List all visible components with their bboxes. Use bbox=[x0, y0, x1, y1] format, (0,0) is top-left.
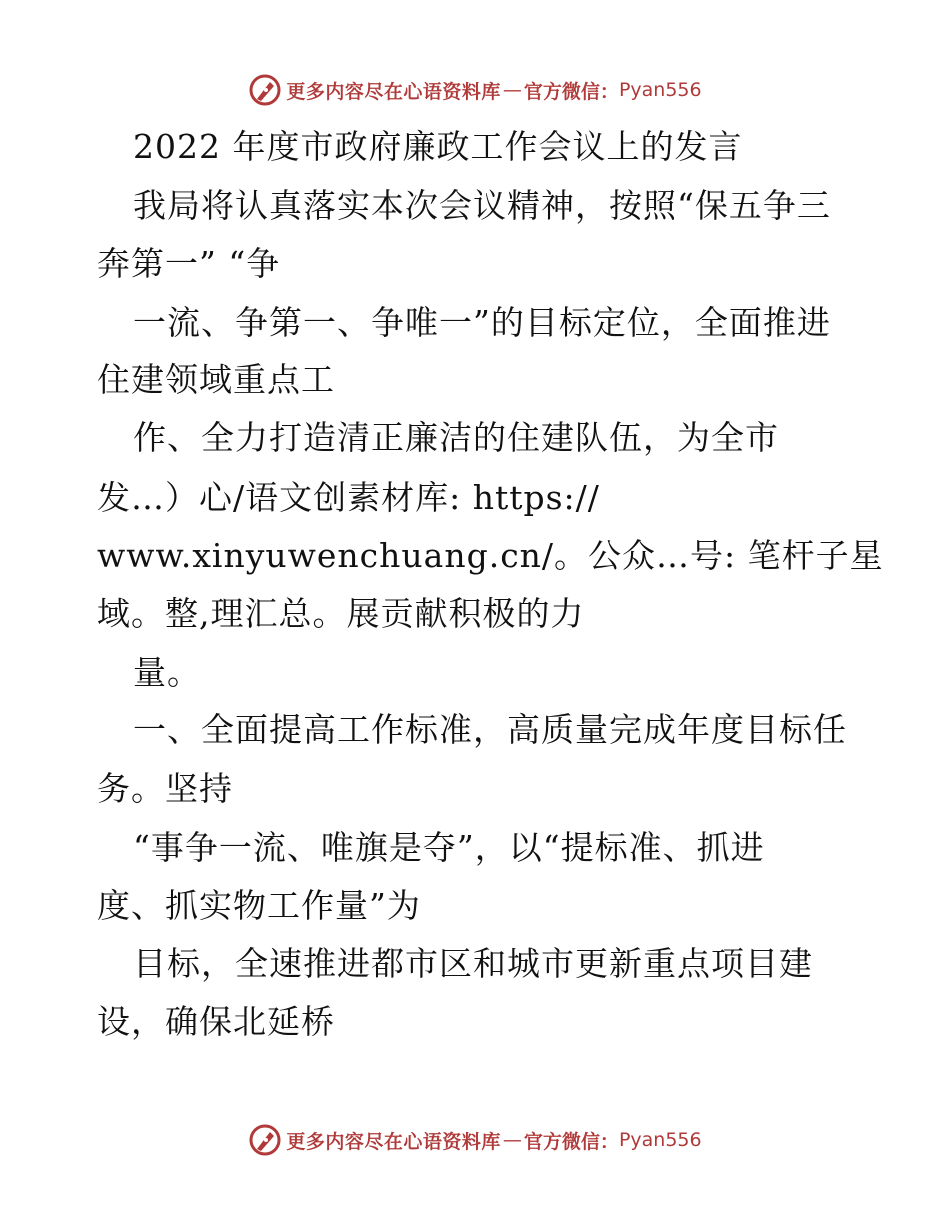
paragraph-line: 一流、争第一、争唯一”的目标定位，全面推进 bbox=[133, 303, 831, 342]
paragraph-line: 我局将认真落实本次会议精神，按照“保五争三 bbox=[133, 186, 831, 225]
paragraph-line: 设，确保北延桥 bbox=[97, 1002, 335, 1041]
banner-wechat-id: Pyan556 bbox=[618, 1129, 702, 1151]
section-heading-line: 一、全面提高工作标准，高质量完成年度目标任 bbox=[133, 710, 847, 749]
banner-wechat-label: 官方微信： bbox=[523, 80, 619, 103]
paragraph-line: 奔第一” “争 bbox=[97, 244, 281, 283]
paragraph-line: 住建领域重点工 bbox=[97, 360, 335, 399]
paragraph-line: www.xinyuwenchuang.cn/。公众…号: 笔杆子星 bbox=[97, 536, 884, 575]
banner-title: 更多内容尽在心语资料库 bbox=[286, 80, 501, 103]
banner-title: 更多内容尽在心语资料库 bbox=[286, 1130, 501, 1153]
paragraph-line: 作、全力打造清正廉洁的住建队伍，为全市 bbox=[133, 418, 779, 457]
banner-wechat-label: 官方微信： bbox=[523, 1130, 619, 1153]
paragraph-line: 度、抓实物工作量”为 bbox=[97, 886, 421, 925]
paragraph-line: 目标，全速推进都市区和城市更新重点项目建 bbox=[133, 944, 813, 983]
paragraph-line: 域。整,理汇总。展贡献积极的力 bbox=[97, 594, 585, 633]
paragraph-line: 发…）心/语文创素材库: https:// bbox=[97, 478, 600, 517]
document-title: 2022 年度市政府廉政工作会议上的发言 bbox=[133, 127, 743, 166]
paragraph-line: 务。坚持 bbox=[97, 769, 233, 808]
paragraph-line: 量。 bbox=[133, 653, 201, 692]
banner-dash: — bbox=[502, 1129, 522, 1151]
paragraph-line: “事争一流、唯旗是夺”，以“提标准、抓进 bbox=[133, 828, 765, 867]
banner-dash: — bbox=[502, 79, 522, 101]
banner-wechat-id: Pyan556 bbox=[618, 79, 702, 101]
footer-watermark-banner bbox=[0, 1120, 950, 1160]
pen-nib-logo-icon bbox=[248, 1123, 282, 1157]
